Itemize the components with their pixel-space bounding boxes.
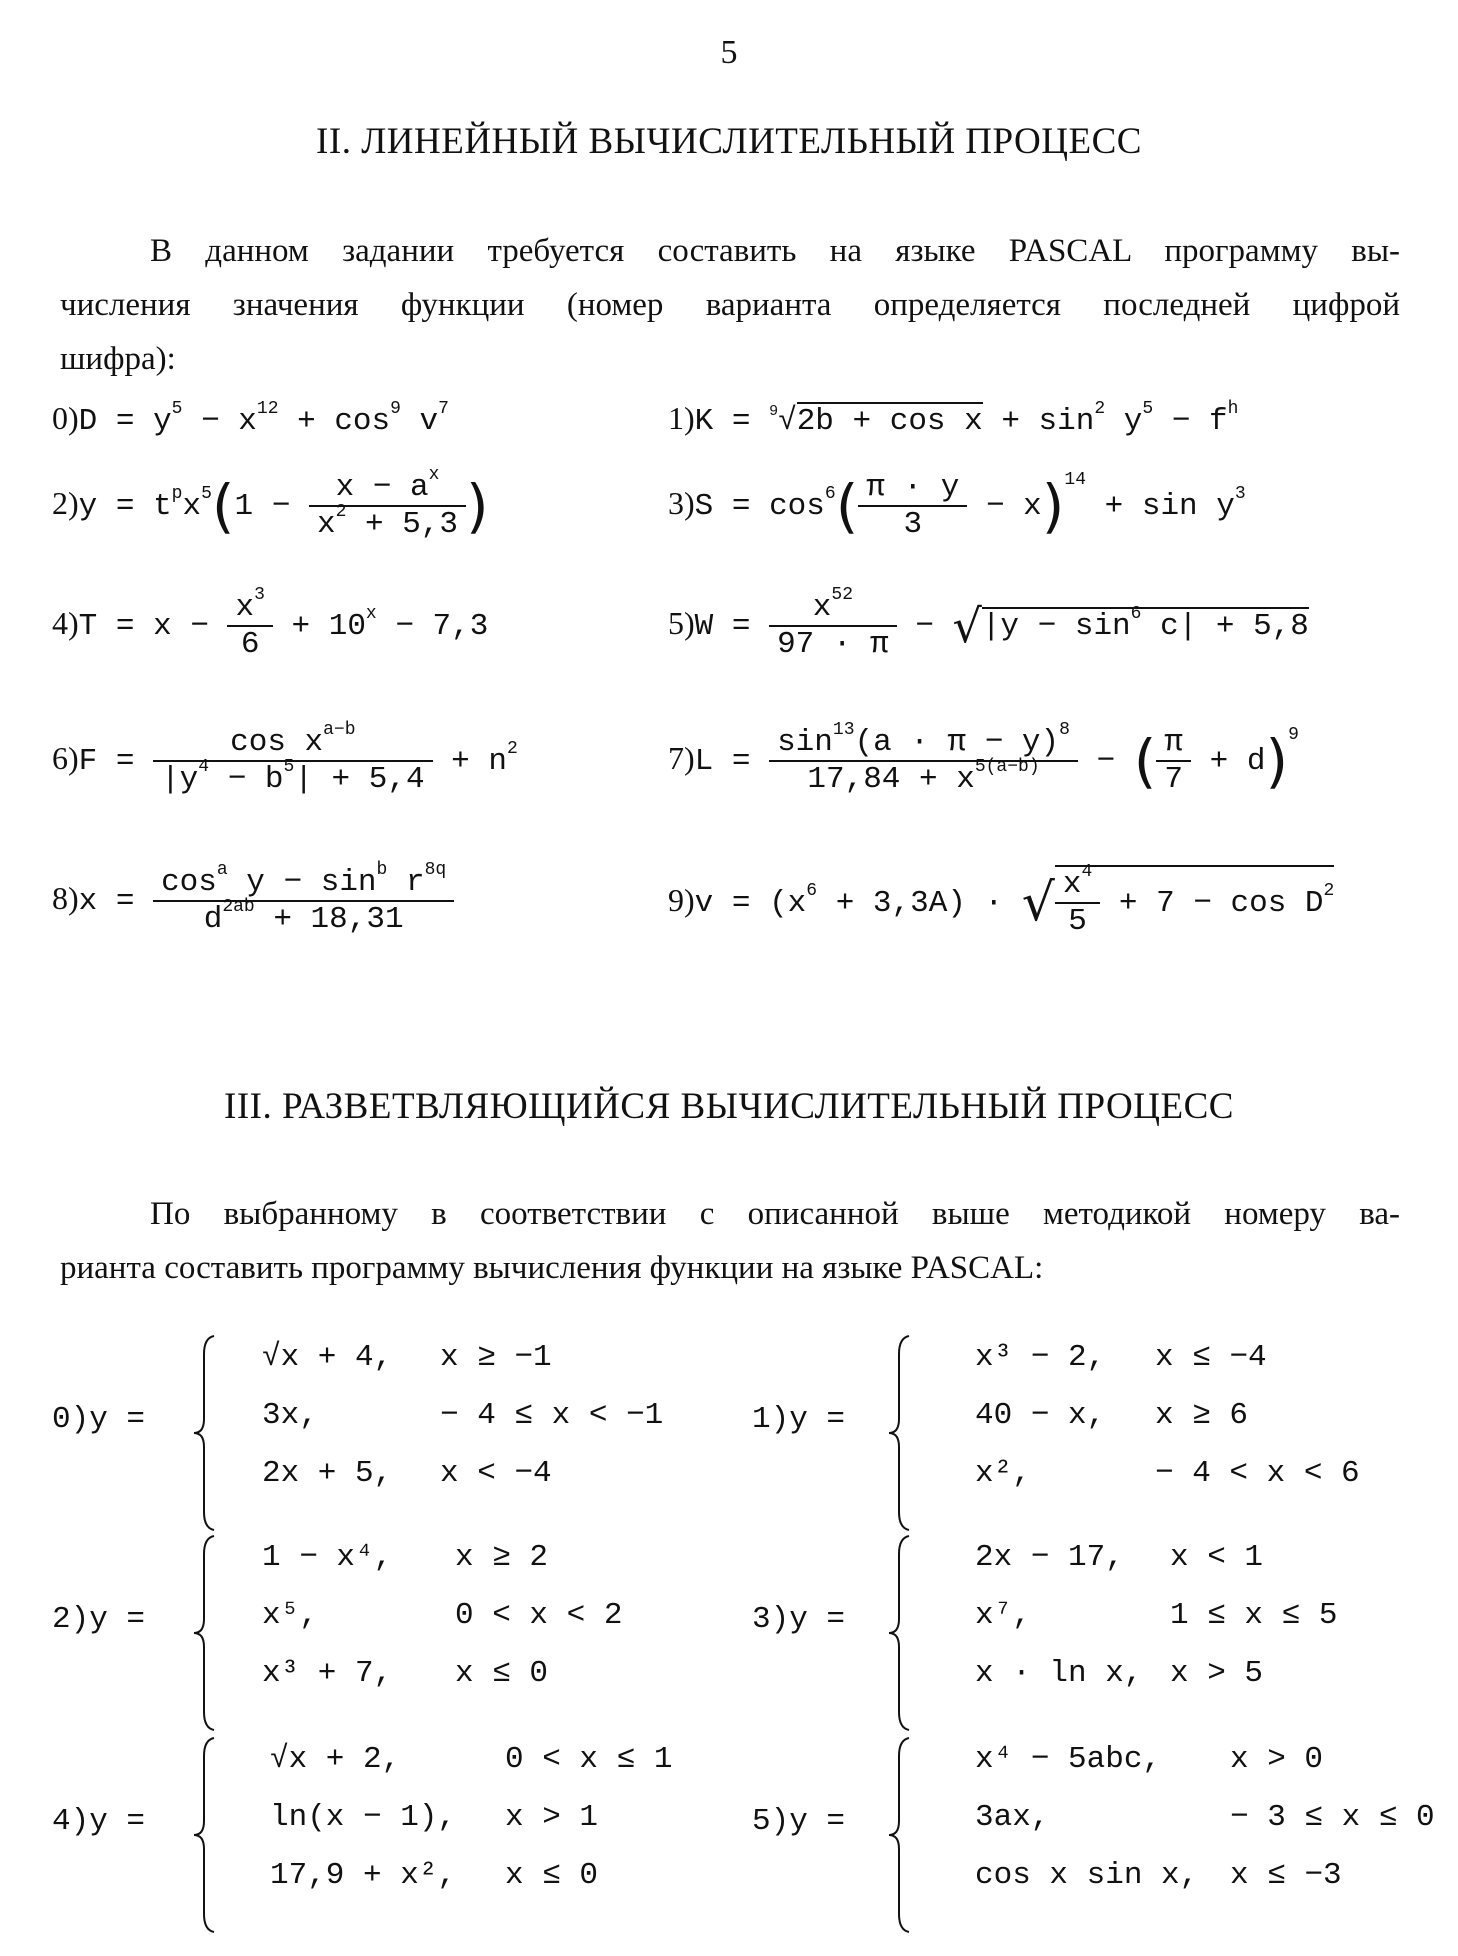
section-3-heading: III. РАЗВЕТВЛЯЮЩИЙСЯ ВЫЧИСЛИТЕЛЬНЫЙ ПРОЦЕСС [224, 1086, 1234, 1127]
formula-7: 7)L = $\frac{\sin^{13}(a \cdot \pi - y)^8}{17,84 + x^{5(a-b)}}$ − ( $\frac{\pi}{7}$ + d)$^9$ [668, 720, 1299, 797]
case-condition: x ≤ 0 [505, 1858, 599, 1893]
case-condition: − 4 ≤ x < −1 [440, 1398, 664, 1433]
case-expr: √x + 4, [262, 1340, 393, 1375]
case-condition: x ≤ −3 [1230, 1858, 1342, 1893]
case-condition: x ≥ −1 [440, 1340, 552, 1375]
section-2-heading: II. ЛИНЕЙНЫЙ ВЫЧИСЛИТЕЛЬНЫЙ ПРОЦЕСС [316, 121, 1142, 162]
system-label: 2)y = [52, 1602, 146, 1637]
system-label: 0)y = [52, 1402, 146, 1437]
brace [190, 1534, 220, 1732]
case-expr: x · ln x, [975, 1656, 1143, 1691]
formula-1: $1)K = ^9√2b + \cos x + \sin^2 y^5 - f^h$ [668, 399, 1239, 439]
intro-line: числения значения функции (номер варианта определяется последней цифрой [60, 287, 1400, 323]
formula-5: 5)W = $\frac{x^{52}}{97 \cdot \pi}$ − $√|y - \sin^6 c| + 5,8$ [668, 585, 1309, 662]
case-condition: 1 ≤ x ≤ 5 [1170, 1598, 1338, 1633]
system-label: 3)y = [752, 1602, 846, 1637]
case-condition: 0 < x < 2 [455, 1598, 623, 1633]
case-expr: x⁷, [975, 1598, 1031, 1633]
page-number: 5 [720, 34, 738, 71]
section-2-intro [60, 224, 1400, 386]
case-condition: x > 1 [505, 1800, 599, 1835]
case-expr: x⁵, [262, 1598, 318, 1633]
case-expr: 2x − 17, [975, 1540, 1124, 1575]
brace [190, 1736, 220, 1934]
case-expr: ln(x − 1), [270, 1800, 457, 1835]
case-expr: √x + 2, [270, 1742, 401, 1777]
case-expr: x³ − 2, [975, 1340, 1106, 1375]
section-3-intro [60, 1187, 1400, 1295]
case-expr: 40 − x, [975, 1398, 1106, 1433]
case-condition: − 3 ≤ x ≤ 0 [1230, 1800, 1435, 1835]
case-expr: 1 − x⁴, [262, 1540, 393, 1575]
intro-line: шифра): [60, 341, 176, 377]
system-label: 5)y = [752, 1804, 846, 1839]
system-label: 1)y = [752, 1402, 846, 1437]
case-condition: x > 0 [1230, 1742, 1324, 1777]
formula-6: 6)F = $\frac{\cos x^{a-b}}{|y^4 - b^5| + 5,4}$ + $n^2$ [52, 720, 518, 797]
case-expr: cos x sin x, [975, 1858, 1199, 1893]
case-expr: x², [975, 1456, 1031, 1491]
brace [190, 1334, 220, 1532]
intro-line: По выбранному в соответствии с описанной выше методикой номеру ва- [150, 1196, 1400, 1232]
brace [885, 1534, 915, 1732]
case-expr: x⁴ − 5abc, [975, 1742, 1162, 1777]
case-expr: 3ax, [975, 1800, 1050, 1835]
case-condition: x ≥ 2 [455, 1540, 549, 1575]
formula-4: 4)T = x − $\frac{x^3}{6}$ + $10^x - 7,3$ [52, 585, 489, 662]
brace [885, 1736, 915, 1934]
brace [885, 1334, 915, 1532]
system-label: 4)y = [52, 1804, 146, 1839]
formula-8: 8)x = $\frac{\cos^a y - \sin^b r^{8q}}{d^{2ab} + 18,31}$ [52, 865, 454, 937]
case-condition: 0 < x ≤ 1 [505, 1742, 673, 1777]
formula-0: $0)D = y^5 - x^{12} + \cos^9 v^7$ [52, 399, 449, 439]
case-condition: x ≥ 6 [1155, 1398, 1249, 1433]
case-condition: x ≤ 0 [455, 1656, 549, 1691]
intro-line: В данном задании требуется составить на языке PASCAL программу вы- [150, 233, 1400, 269]
case-condition: − 4 < x < 6 [1155, 1456, 1360, 1491]
case-condition: x ≤ −4 [1155, 1340, 1267, 1375]
formula-9: $9)v = (x^6 + 3,3A)$ · √ $\frac{x^4}{5}$ + $7 - \cos D^2$ [668, 862, 1335, 939]
formula-2: $2)y = t^px^5(1$ − $\frac{x - a^x}{x^2 + 5,3}$ ) [52, 465, 489, 542]
case-expr: 3x, [262, 1398, 318, 1433]
case-condition: x < −4 [440, 1456, 552, 1491]
case-expr: 2x + 5, [262, 1456, 393, 1491]
formula-3: $3)S = \cos^6$( $\frac{\pi \cdot y}{3}$ − $x)^{14} + \sin y^3$ [668, 470, 1246, 542]
case-expr: x³ + 7, [262, 1656, 393, 1691]
case-condition: x > 5 [1170, 1656, 1264, 1691]
case-expr: 17,9 + x², [270, 1858, 457, 1893]
case-condition: x < 1 [1170, 1540, 1264, 1575]
intro-line: рианта составить программу вычисления функции на языке PASCAL: [60, 1250, 1044, 1286]
